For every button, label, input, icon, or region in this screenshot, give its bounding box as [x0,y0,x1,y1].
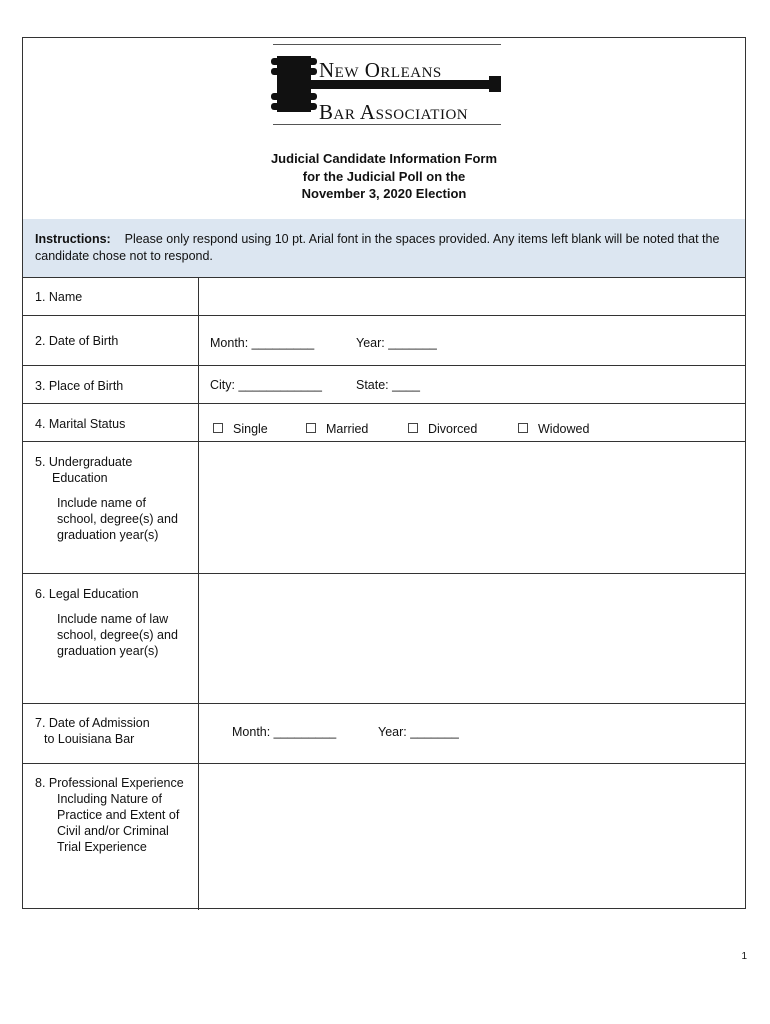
experience-label [23,764,199,910]
name-field[interactable] [199,278,745,315]
admission-label-line1: 7. Date of Admission [35,716,150,730]
admission-label [23,704,199,763]
admission-month[interactable]: Month: _________ [232,725,337,739]
dob-label [23,316,199,365]
form-title [23,150,745,203]
row-place-of-birth [23,366,745,404]
title-line-2: for the Judicial Poll on the [302,168,466,184]
dob-field[interactable] [199,316,745,365]
pob-label [23,366,199,403]
widowed-label: Widowed [538,422,590,436]
single-label: Single [233,422,268,436]
option-married[interactable] [306,422,368,436]
title-line-3: November 3, 2020 Election [301,186,467,201]
legal-label-text: 6. Legal Education [35,587,139,601]
pob-state[interactable]: State: ____ [356,378,420,392]
logo-rule-bottom [273,124,501,125]
pob-city[interactable]: City: ____________ [210,378,322,392]
divorced-label: Divorced [428,422,478,436]
marital-label [23,404,199,441]
undergrad-label-line2: Education [52,471,108,485]
row-marital-status [23,404,745,442]
row-date-of-admission [23,704,745,764]
single-checkbox[interactable] [213,423,223,433]
instructions-box [23,219,745,278]
widowed-checkbox[interactable] [518,423,528,433]
admission-year[interactable]: Year: _______ [378,725,459,739]
option-divorced[interactable] [408,422,477,436]
legal-field[interactable] [199,574,745,703]
undergrad-hint: Include name of school, degree(s) and graduation year(s) [57,496,178,542]
divorced-checkbox[interactable] [408,423,418,433]
option-single[interactable] [213,422,268,436]
name-label-text: 1. Name [35,290,83,304]
admission-field[interactable] [199,704,745,763]
legal-hint: Include name of law school, degree(s) and graduation year(s) [57,612,178,658]
admission-label-line2: to Louisiana Bar [44,732,135,746]
undergrad-label [23,442,199,573]
name-label [23,278,199,315]
married-label: Married [326,422,369,436]
bar-association-logo [271,44,505,128]
row-legal-education [23,574,745,704]
dob-year[interactable]: Year: _______ [356,336,437,350]
candidate-form [22,37,746,909]
dob-month[interactable]: Month: _________ [210,336,315,350]
row-undergraduate-education [23,442,745,574]
instructions-text: Please only respond using 10 pt. Arial font in the spaces provided. Any items left blank will be noted that the candidate chose not to respond. [35,232,720,263]
legal-label [23,574,199,703]
married-checkbox[interactable] [306,423,316,433]
row-professional-experience [23,764,745,910]
marital-label-text: 4. Marital Status [35,417,126,431]
row-date-of-birth [23,316,745,366]
marital-options [199,404,745,441]
row-name [23,278,745,316]
logo-rule-top [273,44,501,45]
experience-field[interactable] [199,764,745,910]
instructions-label: Instructions: [35,232,111,246]
pob-field[interactable] [199,366,745,403]
title-line-1: Judicial Candidate Information Form [270,151,498,166]
dob-label-text: 2. Date of Birth [35,334,119,348]
undergrad-field[interactable] [199,442,745,573]
logo-text-new-orleans: New Orleans [319,58,442,82]
option-widowed[interactable] [518,422,589,436]
experience-label-text: 8. Professional Experience Including Nature of Practice and Extent of Civil and/or Criminal Trial Experience [35,776,184,854]
pob-label-text: 3. Place of Birth [35,379,124,393]
form-header [23,38,745,220]
logo-text-bar-association: Bar Association [319,100,469,124]
undergrad-label-line1: 5. Undergraduate [35,455,133,469]
page-number: 1 [741,951,747,962]
